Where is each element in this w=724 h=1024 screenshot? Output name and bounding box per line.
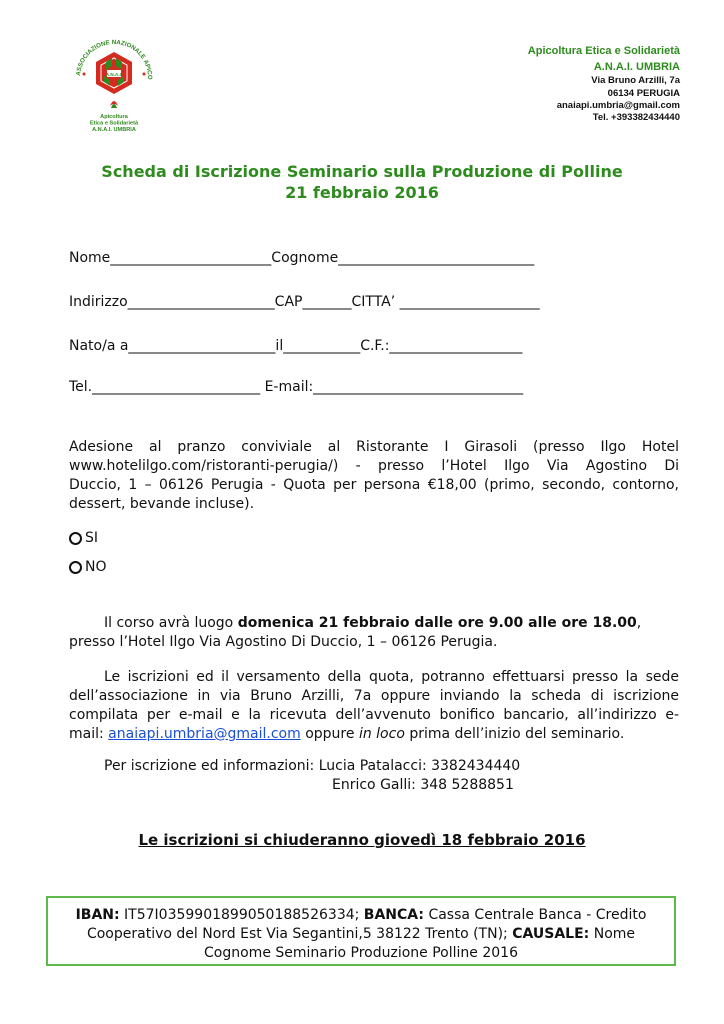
registration-line-2: dell’associazione in via Bruno Arzilli, 7a oppure inviando la scheda di iscrizione	[69, 688, 679, 704]
header-org-line: Apicoltura Etica e Solidarietà	[527, 45, 680, 57]
header-address: Via Bruno Arzilli, 7a	[591, 75, 680, 86]
email-link[interactable]: anaiapi.umbria@gmail.com	[108, 726, 301, 742]
option-no-label: NO	[85, 559, 107, 575]
course-line-2: presso l’Hotel Ilgo Via Agostino Di Duccio, 1 – 06126 Perugia.	[69, 634, 498, 650]
anai-logo	[66, 34, 162, 134]
form-row-name[interactable]: Nome_______________________Cognome____________________________	[69, 250, 535, 266]
radio-circle-icon[interactable]	[69, 532, 82, 545]
registration-line-3: compilata per e-mail e la ricevuta dell’avvenuto bonifico bancario, all’indirizzo e-	[69, 707, 679, 723]
bank-line-2: Cooperativo del Nord Est Via Segantini,5 38122 Trento (TN); CAUSALE: Nome	[86, 926, 636, 942]
contact-line-2: Enrico Galli: 348 5288851	[332, 777, 514, 793]
registration-paragraph	[69, 668, 679, 744]
course-paragraph	[69, 614, 679, 652]
radio-circle-icon[interactable]	[69, 561, 82, 574]
course-line-1: Il corso avrà luogo domenica 21 febbraio dalle ore 9.00 alle ore 18.00,	[104, 615, 642, 631]
header-email: anaiapi.umbria@gmail.com	[556, 100, 680, 111]
contact-line-1: Per iscrizione ed informazioni: Lucia Patalacci: 3382434440	[104, 758, 521, 774]
logo-caption-1: Apicoltura	[100, 114, 128, 120]
header-phone: Tel. +393382434440	[592, 112, 680, 123]
lunch-line-1: Adesione al pranzo conviviale al Ristorante I Girasoli (presso Ilgo Hotel	[69, 439, 679, 455]
page-title: Scheda di Iscrizione Seminario sulla Produzione di Polline	[101, 162, 623, 181]
logo-ring-text: ASSOCIAZIONE NAZIONALE APICO	[75, 38, 154, 80]
form-row-birth[interactable]: Nato/a a_____________________il___________C.F.:___________________	[69, 338, 523, 354]
registration-line-1: Le iscrizioni ed il versamento della quota, potranno effettuarsi presso la sede	[104, 669, 679, 685]
logo-caption-2: Etica e Solidarietà	[89, 120, 139, 127]
form-row-contact[interactable]: Tel.________________________ E-mail:______________________________	[69, 379, 524, 395]
page-subtitle-date: 21 febbraio 2016	[285, 183, 439, 202]
logo-center-text: A.N.A.I.	[105, 71, 123, 77]
option-no[interactable]	[69, 559, 107, 575]
bank-line-3: Cognome Seminario Produzione Polline 2016	[204, 945, 518, 961]
lunch-line-3: Duccio, 1 – 06126 Perugia - Quota per persona €18,00 (primo, secondo, contorno,	[69, 477, 679, 493]
bank-details-box	[46, 896, 676, 966]
lunch-line-4: dessert, bevande incluse).	[69, 496, 255, 512]
option-yes[interactable]	[69, 530, 98, 546]
logo-caption-3: A.N.A.I. UMBRIA	[92, 127, 136, 133]
option-yes-label: SI	[85, 530, 99, 546]
registration-line-4: mail: anaiapi.umbria@gmail.com oppure in loco prima dell’inizio del seminario.	[69, 726, 625, 742]
header-city: 06134 PERUGIA	[607, 88, 680, 99]
header-org-name: A.N.A.I. UMBRIA	[593, 61, 680, 73]
anai-emblem	[66, 34, 162, 134]
course-date-time: domenica 21 febbraio dalle ore 9.00 alle ore 18.00	[237, 615, 637, 631]
lunch-line-2: www.hotelilgo.com/ristoranti-perugia/) - presso l’Hotel Ilgo Via Agostino Di	[69, 458, 679, 474]
closing-notice: Le iscrizioni si chiuderanno giovedì 18 febbraio 2016	[138, 831, 586, 849]
bank-line-1: IBAN: IT57I0359901899050188526334; BANCA: Cassa Centrale Banca - Credito	[75, 907, 647, 923]
form-row-address[interactable]: Indirizzo_____________________CAP_______CITTA’ ____________________	[69, 294, 540, 310]
lunch-paragraph	[69, 438, 679, 514]
